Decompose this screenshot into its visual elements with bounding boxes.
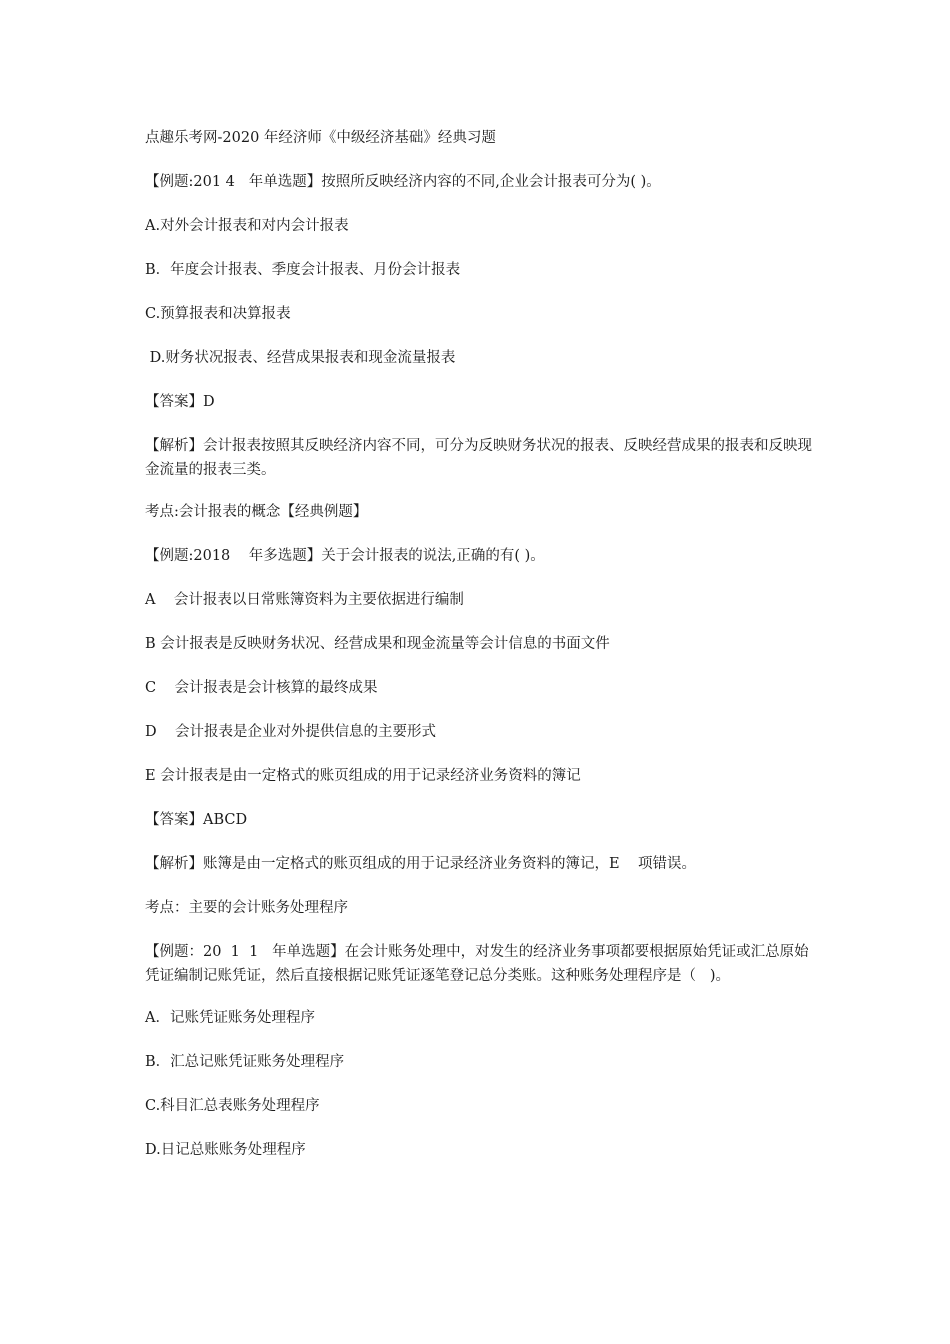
question-2-option-e: E 会计报表是由一定格式的账页组成的用于记录经济业务资料的簿记 bbox=[145, 768, 581, 784]
question-1-answer: 【答案】D bbox=[145, 394, 215, 410]
question-2-option-b: B 会计报表是反映财务状况、经营成果和现金流量等会计信息的书面文件 bbox=[145, 636, 610, 652]
document-body bbox=[145, 126, 815, 1182]
question-2-option-a: A 会计报表以日常账簿资料为主要依据进行编制 bbox=[145, 592, 464, 608]
question-1-option-b: B．年度会计报表、季度会计报表、月份会计报表 bbox=[145, 262, 461, 278]
question-2-answer: 【答案】ABCD bbox=[145, 812, 248, 828]
question-3-option-d: D.日记总账账务处理程序 bbox=[145, 1142, 306, 1158]
question-1-option-a: A.对外会计报表和对内会计报表 bbox=[145, 218, 349, 234]
question-3-option-a: A．记账凭证账务处理程序 bbox=[145, 1010, 315, 1026]
topic-heading-2: 考点：主要的会计账务处理程序 bbox=[145, 900, 348, 916]
question-2-stem: 【例题:2018 年多选题】关于会计报表的说法,正确的有( )。 bbox=[145, 548, 545, 564]
question-2-option-d: D 会计报表是企业对外提供信息的主要形式 bbox=[145, 724, 437, 740]
question-2-option-c: C 会计报表是会计核算的最终成果 bbox=[145, 680, 378, 696]
topic-heading-1: 考点:会计报表的概念【经典例题】 bbox=[145, 504, 368, 520]
document-title: 点趣乐考网-2020 年经济师《中级经济基础》经典习题 bbox=[145, 130, 496, 146]
question-1-option-c: C.预算报表和决算报表 bbox=[145, 306, 291, 322]
question-3-option-b: B．汇总记账凭证账务处理程序 bbox=[145, 1054, 345, 1070]
question-2-explanation: 【解析】账簿是由一定格式的账页组成的用于记录经济业务资料的簿记，E 项错误。 bbox=[145, 856, 697, 872]
question-1-stem: 【例题:201 4 年单选题】按照所反映经济内容的不同,企业会计报表可分为( )。 bbox=[145, 174, 661, 190]
question-3-stem: 【例题：20 1 1 年单选题】在会计账务处理中，对发生的经济业务事项都要根据原始凭证或汇总原始凭证编制记账凭证，然后直接根据记账凭证逐笔登记总分类账。这种账务处理程序是（ )。 bbox=[145, 944, 809, 984]
question-3-option-c: C.科目汇总表账务处理程序 bbox=[145, 1098, 320, 1114]
question-1-option-d: D.财务状况报表、经营成果报表和现金流量报表 bbox=[145, 350, 456, 366]
question-1-explanation: 【解析】会计报表按照其反映经济内容不同，可分为反映财务状况的报表、反映经营成果的报表和反映现金流量的报表三类。 bbox=[145, 438, 812, 478]
